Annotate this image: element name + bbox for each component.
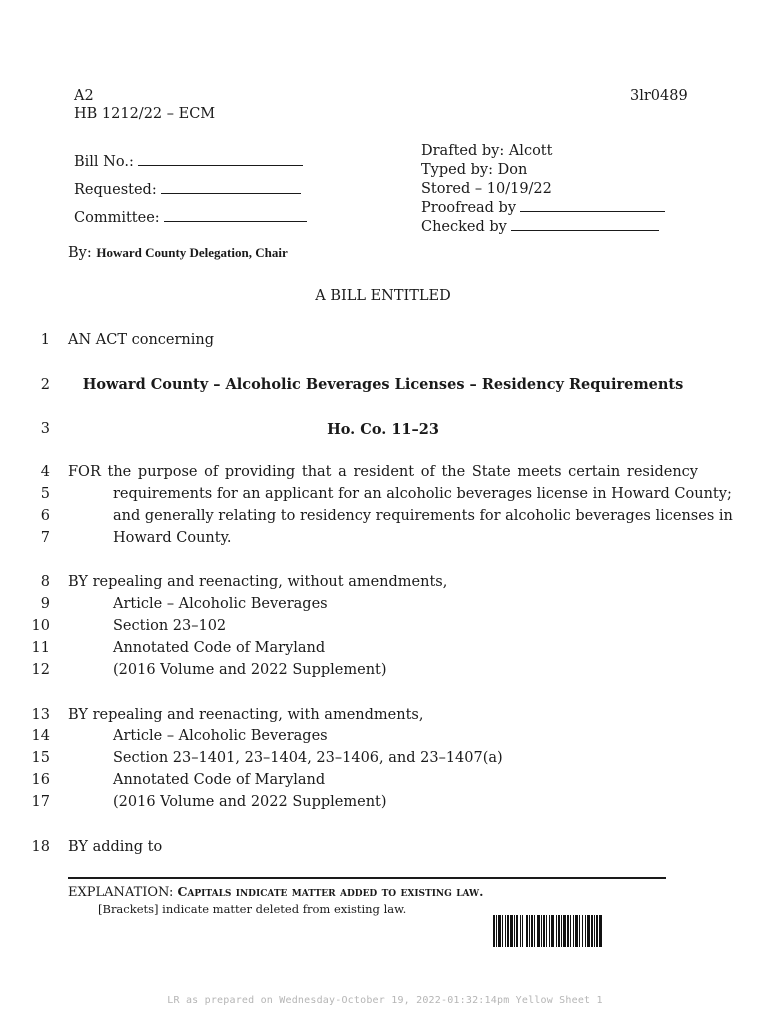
line-number: 4 [40,464,50,480]
checked-label: Checked by [421,219,507,235]
bill-title: Howard County – Alcoholic Beverages Licenses – Residency Requirements [82,376,684,393]
line-number: 5 [40,486,50,502]
line-text: (2016 Volume and 2022 Supplement) [113,794,387,810]
line-text: Article – Alcoholic Beverages [113,596,328,612]
purpose-text: and generally relating to residency requirements for alcoholic beverages licenses in [113,508,733,524]
bill-no-blank [138,153,303,166]
line-text: AN ACT concerning [68,332,215,348]
bill-no-label: Bill No.: [74,154,134,170]
requested-field [74,181,301,198]
purpose-text: requirements for an applicant for an alcoholic beverages license in Howard County; [113,486,732,502]
line-number: 9 [40,596,50,612]
bill-entitled-heading: A BILL ENTITLED [315,288,451,304]
line-number: 11 [31,640,50,656]
footer-prepared-note: LR as prepared on Wednesday-October 19, 2022-01:32:14pm Yellow Sheet 1 [167,995,603,1006]
bill-reference: HB 1212/22 – ECM [74,106,216,122]
sponsor-line [68,245,288,261]
checked-blank [511,218,659,231]
line-text: BY repealing and reenacting, with amendments, [68,707,424,723]
proofread-label: Proofread by [421,200,517,216]
line-text: BY repealing and reenacting, without amendments, [68,574,448,590]
line-number: 13 [31,707,50,723]
by-label: By: [68,245,92,261]
explanation-caps-text: Capitals indicate matter added to existing law. [177,884,484,899]
line-number: 15 [31,750,50,766]
line-text: BY adding to [68,839,163,855]
explanation-label: EXPLANATION: [68,885,174,900]
line-text: Annotated Code of Maryland [113,640,326,656]
line-text: Section 23–1401, 23–1404, 23–1406, and 23–1407(a) [113,750,503,766]
barcode-bar [599,915,602,947]
bill-no-field [74,153,303,170]
requested-label: Requested: [74,182,157,198]
line-number: 14 [31,728,50,744]
line-text: (2016 Volume and 2022 Supplement) [113,662,387,678]
line-number: 3 [40,421,50,437]
line-number: 1 [40,332,50,348]
document-code: A2 [74,88,94,104]
line-number: 6 [40,508,50,524]
line-number: 7 [40,530,50,546]
typed-by: Typed by: Don [421,162,528,178]
explanation-divider [68,877,666,879]
stored-date: Stored – 10/19/22 [421,181,552,197]
proofread-field [421,199,665,216]
requested-blank [161,181,301,194]
checked-field [421,218,659,235]
explanation-brackets-text: [Brackets] indicate matter deleted from existing law. [98,902,407,916]
line-number: 8 [40,574,50,590]
line-number: 18 [31,839,50,855]
sponsor-name: Howard County Delegation, Chair [96,245,288,260]
bill-code: Ho. Co. 11–23 [327,421,439,438]
committee-field [74,209,307,226]
drafted-by: Drafted by: Alcott [421,143,553,159]
purpose-text: Howard County. [113,530,232,546]
committee-label: Committee: [74,210,160,226]
line-number: 2 [40,377,50,393]
committee-blank [164,209,307,222]
line-text: Section 23–102 [113,618,227,634]
line-text: Annotated Code of Maryland [113,772,326,788]
line-number: 17 [31,794,50,810]
barcode [493,915,679,947]
proofread-blank [520,199,665,212]
line-number: 16 [31,772,50,788]
line-number: 12 [31,662,50,678]
line-text: Article – Alcoholic Beverages [113,728,328,744]
explanation-line [68,884,484,900]
line-number: 10 [31,618,50,634]
purpose-text: FOR the purpose of providing that a resident of the State meets certain residency [68,464,698,480]
lr-number: 3lr0489 [630,88,688,104]
